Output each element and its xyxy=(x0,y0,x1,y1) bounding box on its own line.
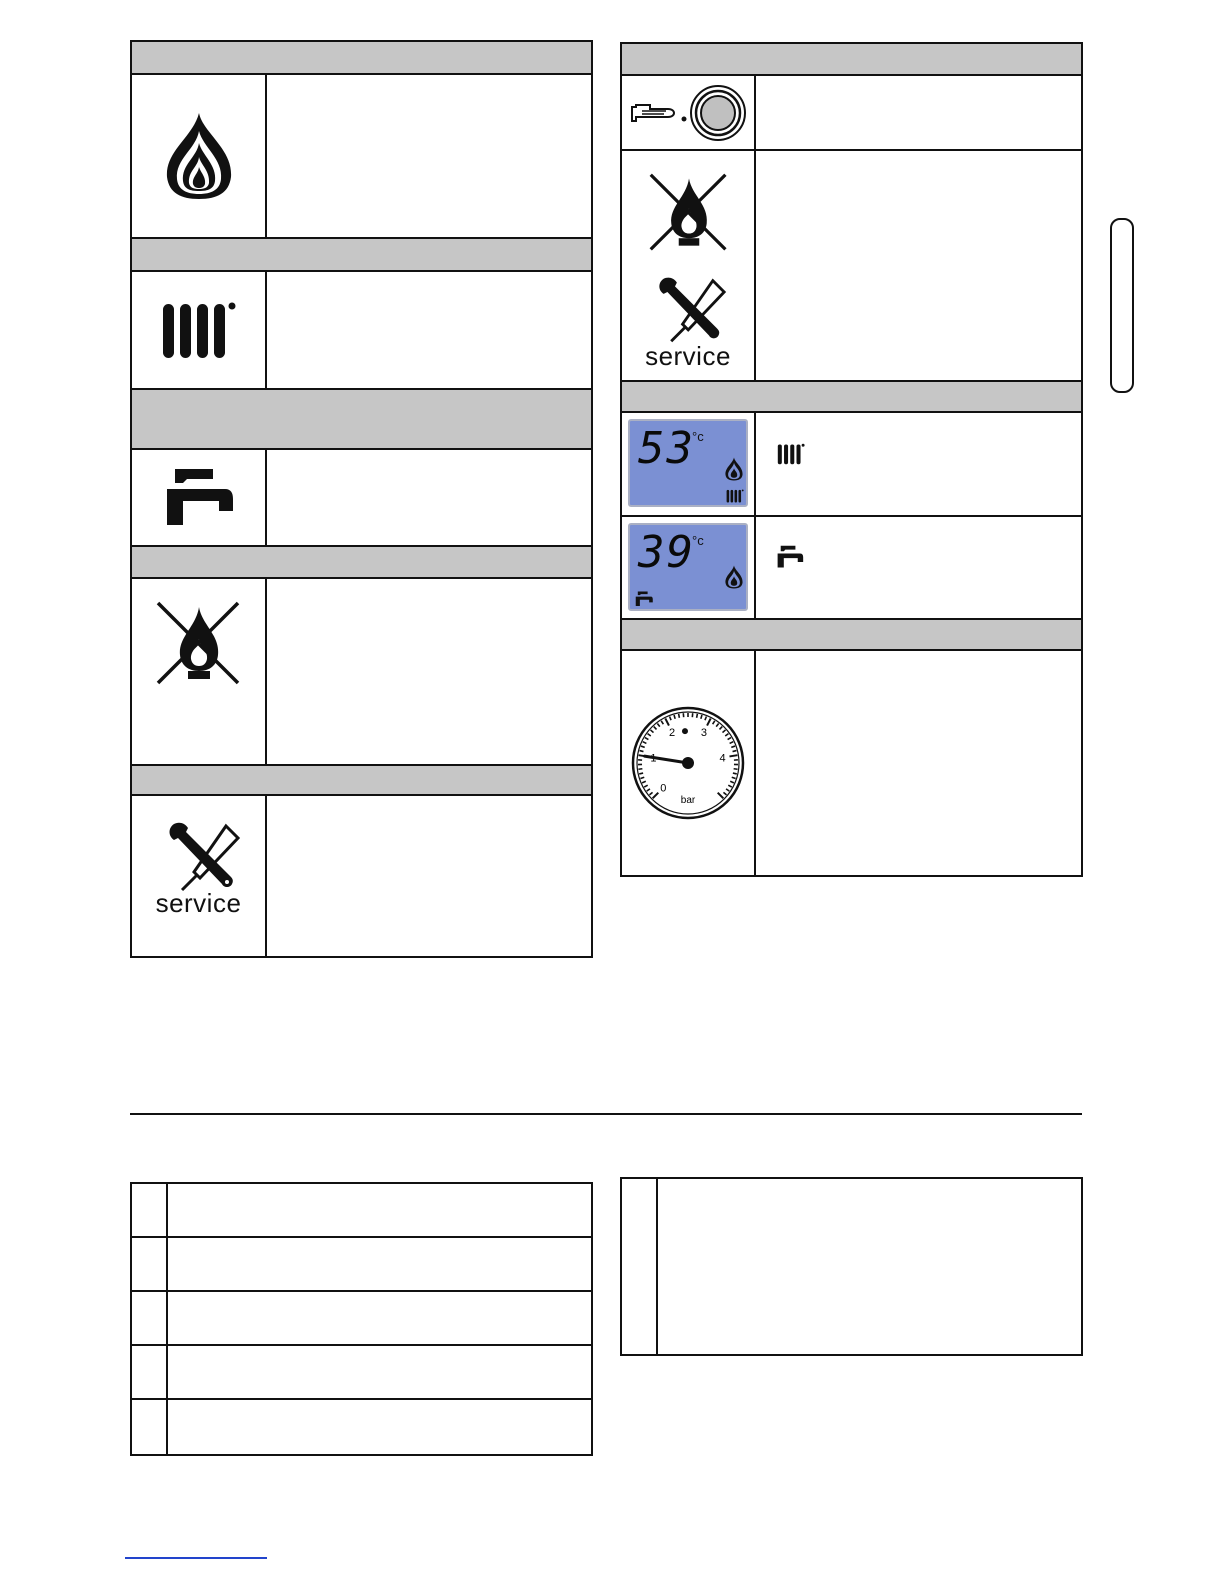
gauge-tick xyxy=(697,714,698,718)
section-header xyxy=(622,620,1081,651)
number-cell xyxy=(132,1292,168,1344)
symbol-cell xyxy=(622,517,756,618)
symbol-cell xyxy=(622,413,756,515)
radiator-icon xyxy=(159,300,239,360)
section-header xyxy=(132,42,591,75)
symbol-cell xyxy=(132,75,267,237)
symbol-row-tap xyxy=(132,450,591,547)
description-cell xyxy=(756,517,1081,618)
section-header xyxy=(132,766,591,796)
symbol-cell xyxy=(132,579,267,764)
symbol-row-service xyxy=(132,796,591,956)
gauge-tick xyxy=(679,714,680,718)
tap-icon xyxy=(634,591,654,607)
gauge-tick xyxy=(733,751,737,752)
gauge-tick-label: 4 xyxy=(719,752,726,765)
gauge-unit: bar xyxy=(680,795,696,806)
gauge-tick-label: 0 xyxy=(660,782,667,795)
table-row xyxy=(132,1238,591,1292)
gauge-tick-label: 3 xyxy=(700,726,707,739)
gauge-tick-label: 2 xyxy=(669,726,676,739)
tap-icon xyxy=(163,467,235,529)
lcd-temperature: 53 xyxy=(638,423,695,474)
service-label: service xyxy=(155,888,242,918)
symbol-cell xyxy=(622,151,756,380)
display-row-heating xyxy=(622,413,1081,517)
description-cell xyxy=(267,796,591,956)
lcd-display xyxy=(628,419,748,507)
no-flame-icon xyxy=(154,599,244,689)
service-wrench-screwdriver-icon xyxy=(654,275,730,345)
service-wrench-screwdriver-icon xyxy=(164,820,244,894)
section-header xyxy=(132,547,591,579)
lcd-temperature: 39 xyxy=(638,527,695,578)
gauge-tick xyxy=(734,769,738,770)
table-row xyxy=(132,1184,591,1238)
description-cell xyxy=(267,272,591,388)
gauge-tick xyxy=(639,773,643,774)
numbered-table-right xyxy=(620,1177,1083,1356)
symbol-row-radiator xyxy=(132,272,591,390)
right-symbol-table xyxy=(620,42,1083,877)
symbol-row-pressure xyxy=(622,651,1081,875)
numbered-table-left xyxy=(130,1182,593,1456)
description-cell xyxy=(267,75,591,237)
gauge-tick xyxy=(729,755,737,756)
flame-icon xyxy=(163,111,235,201)
radiator-icon xyxy=(776,443,806,465)
symbol-cell xyxy=(132,796,267,956)
footer-link[interactable] xyxy=(125,1557,267,1559)
symbol-row-no-flame xyxy=(132,579,591,766)
gauge-tick xyxy=(640,751,644,752)
lcd-display xyxy=(628,523,748,611)
symbol-row-reset xyxy=(622,76,1081,151)
symbol-cell xyxy=(622,651,756,875)
section-header xyxy=(622,44,1081,76)
table-row xyxy=(132,1400,591,1454)
gauge-tick xyxy=(638,769,642,770)
symbol-cell xyxy=(132,272,267,388)
flame-icon xyxy=(724,565,744,589)
symbol-cell xyxy=(622,76,756,149)
number-cell xyxy=(132,1346,168,1398)
flame-icon xyxy=(724,457,744,481)
section-header xyxy=(132,239,591,272)
description-cell xyxy=(756,76,1081,149)
symbol-row-flame xyxy=(132,75,591,239)
tap-icon xyxy=(776,545,804,569)
description-cell xyxy=(267,450,591,545)
symbol-row-no-flame-service xyxy=(622,151,1081,382)
description-cell xyxy=(756,651,1081,875)
pressure-gauge-icon xyxy=(630,705,746,821)
description-cell xyxy=(756,413,1081,515)
section-header xyxy=(132,390,591,450)
no-flame-icon xyxy=(646,171,732,255)
number-cell xyxy=(132,1400,168,1454)
radiator-icon xyxy=(724,489,746,503)
number-cell xyxy=(132,1238,168,1290)
symbol-cell xyxy=(132,450,267,545)
display-row-hot-water xyxy=(622,517,1081,620)
table-row xyxy=(622,1179,1081,1354)
table-row xyxy=(132,1346,591,1400)
description-cell xyxy=(756,151,1081,380)
lcd-unit: °c xyxy=(692,429,704,444)
lcd-unit: °c xyxy=(692,533,704,548)
left-symbol-table xyxy=(130,40,593,958)
number-cell xyxy=(132,1184,168,1236)
gauge-tick xyxy=(701,715,702,719)
gauge-tick xyxy=(674,715,675,719)
gauge-marker xyxy=(682,728,688,734)
table-row xyxy=(132,1292,591,1346)
service-label: service xyxy=(645,341,731,371)
description-cell xyxy=(267,579,591,764)
number-cell xyxy=(622,1179,658,1354)
gauge-tick xyxy=(733,773,737,774)
section-header xyxy=(622,382,1081,413)
section-divider xyxy=(130,1113,1082,1115)
reset-button-icon xyxy=(628,81,748,145)
side-tab xyxy=(1110,218,1134,393)
